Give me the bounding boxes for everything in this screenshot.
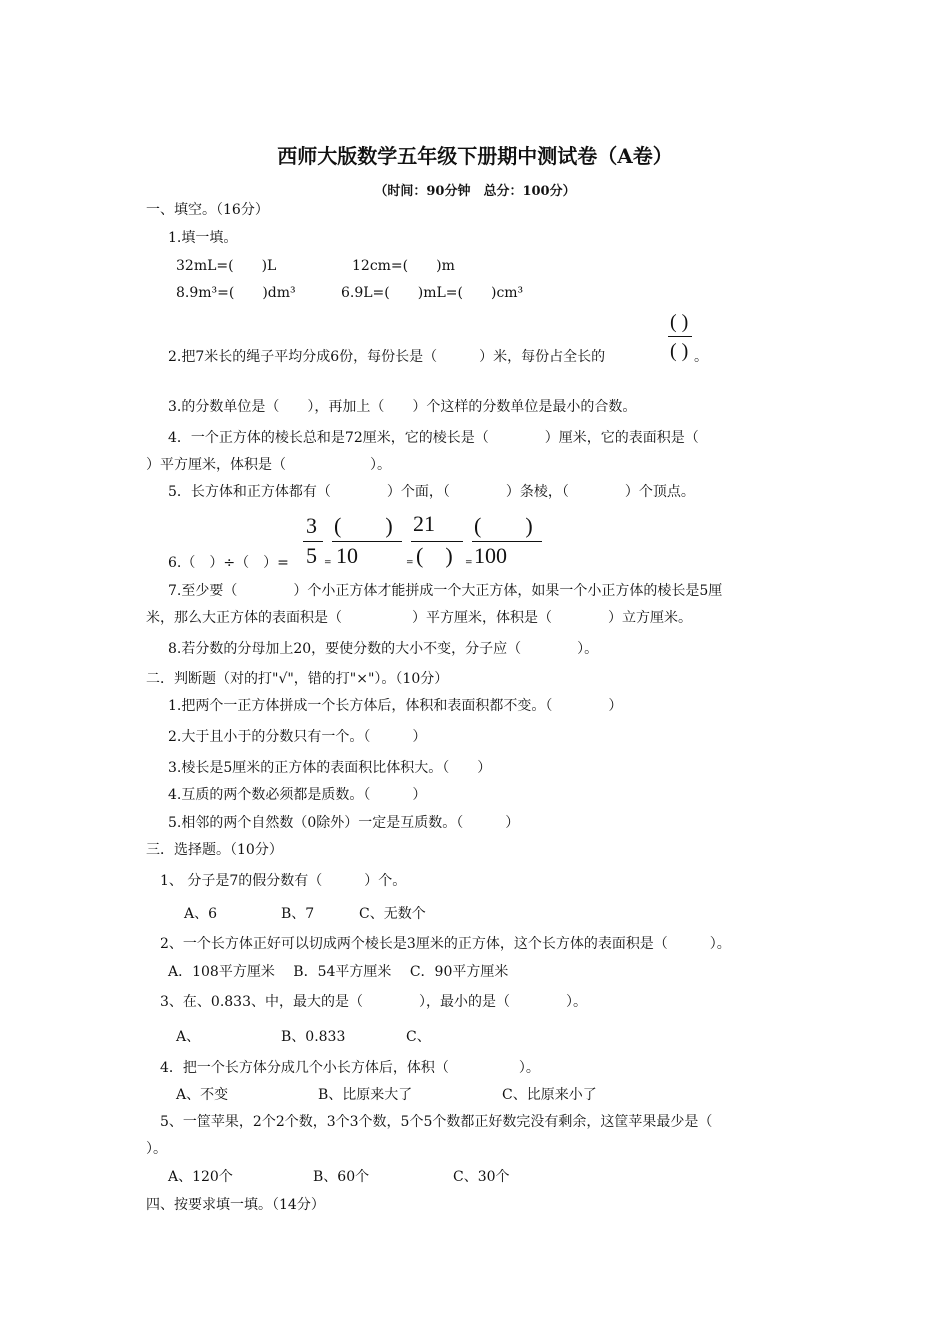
- judge-item-1: 1.把两个一正方体拼成一个长方体后，体积和表面积都不变。（ ）: [168, 698, 623, 714]
- choice-q5-c: C、30个: [453, 1169, 510, 1185]
- choice-q5-line2: ）。: [146, 1141, 167, 1157]
- choice-q3-b: B、0.833: [281, 1029, 346, 1045]
- q1-line2-a: 8.9m³=( )dm³: [176, 285, 296, 301]
- choice-q5-line1: 5、一筐苹果，2个2个数，3个3个数，5个5个数都正好数完没有剩余，这筐苹果最少是（: [160, 1114, 713, 1130]
- exam-info: （时间：90分钟 总分：100分）: [374, 184, 576, 199]
- q6-frac2-bar: [332, 541, 402, 542]
- choice-q4-b: B、比原来大了: [318, 1087, 413, 1103]
- section4-heading: 四、按要求填一填。（14分）: [146, 1197, 325, 1213]
- q7-line1: 7.至少要（ ）个小正方体才能拼成一个大正方体，如果一个小正方体的棱长是5厘: [168, 583, 723, 599]
- q6-frac1-numerator: 3: [306, 513, 317, 538]
- choice-q4-a: A、不变: [176, 1087, 229, 1103]
- q1-line1-a: 32mL=( )L: [176, 258, 277, 274]
- section1-heading: 一、填空。（16分）: [146, 202, 269, 218]
- q8-text: 8.若分数的分母加上20，要使分数的大小不变，分子应（ ）。: [168, 641, 599, 657]
- choice-q3: 3、在、0.833、中，最大的是（ ），最小的是（ ）。: [160, 994, 587, 1010]
- choice-q5-a: A、120个: [168, 1169, 233, 1185]
- q2-frac-numerator: ( ): [670, 311, 689, 333]
- q4-line1: 4．一个正方体的棱长总和是72厘米，它的棱长是（ ）厘米，它的表面积是（: [168, 430, 699, 446]
- q1-line2-b: 6.9L=( )mL=( )cm³: [341, 285, 524, 301]
- q6-frac1-denominator: 5: [306, 543, 317, 568]
- q2-frac-denominator: ( ): [670, 340, 689, 362]
- q6-frac4-numerator: ( ): [474, 513, 533, 538]
- choice-q2: 2、一个长方体正好可以切成两个棱长是3厘米的正方体，这个长方体的表面积是（ ）。: [160, 936, 731, 952]
- q6-frac3-numerator: 21: [413, 511, 435, 536]
- q4-line2: ）平方厘米，体积是（ ）。: [146, 457, 391, 473]
- q2-text: 2.把7米长的绳子平均分成6份，每份长是（ ）米，每份占全长的: [168, 349, 606, 365]
- q6-eq2: =: [406, 558, 414, 568]
- section3-heading: 三．选择题。（10分）: [146, 842, 283, 858]
- judge-item-5: 5.相邻的两个自然数（0除外）一定是互质数。（ ）: [168, 815, 520, 831]
- judge-item-2: 2.大于且小于的分数只有一个。（ ）: [168, 729, 427, 745]
- q6-frac4-denominator: 100: [474, 543, 507, 568]
- q6-frac3-denominator: ( ): [416, 543, 453, 568]
- choice-q3-c: C、: [406, 1029, 431, 1045]
- choice-q4-c: C、比原来小了: [502, 1087, 597, 1103]
- page-title: 西师大版数学五年级下册期中测试卷（A卷）: [277, 144, 673, 168]
- q5-text: 5．长方体和正方体都有（ ）个面，（ ）条棱，（ ）个顶点。: [168, 484, 695, 500]
- q1-label: 1.填一填。: [168, 230, 238, 246]
- q6-frac3-bar: [411, 541, 463, 542]
- choice-q1-c: C、无数个: [359, 906, 426, 922]
- judge-item-3: 3.棱长是5厘米的正方体的表面积比体积大。（ ）: [168, 760, 492, 776]
- q3-text: 3.的分数单位是（ ），再加上（ ）个这样的分数单位是最小的合数。: [168, 399, 637, 415]
- choice-q5-b: B、60个: [313, 1169, 370, 1185]
- choice-q2-options: A．108平方厘米 B．54平方厘米 C．90平方厘米: [168, 964, 509, 980]
- q6-eq3: =: [465, 558, 473, 568]
- judge-item-4: 4.互质的两个数必须都是质数。（ ）: [168, 787, 427, 803]
- q6-eq1: =: [324, 558, 332, 568]
- choice-q3-a: A、: [176, 1029, 201, 1045]
- q6-frac2-denominator: 10: [336, 543, 358, 568]
- choice-q1-a: A、6: [184, 906, 218, 922]
- q6-frac2-numerator: ( ): [334, 513, 393, 538]
- q6-frac4-bar: [472, 541, 542, 542]
- choice-q1-b: B、7: [281, 906, 315, 922]
- q2-end: 。: [694, 349, 708, 365]
- q2-fraction-bar: [668, 336, 692, 337]
- choice-q1: 1、 分子是7的假分数有（ ）个。: [160, 873, 407, 889]
- q6-prefix: 6.（ ）÷（ ）=: [168, 555, 289, 571]
- choice-q4: 4．把一个长方体分成几个小长方体后，体积（ ）。: [160, 1060, 540, 1076]
- q7-line2: 米，那么大正方体的表面积是（ ）平方厘米，体积是（ ）立方厘米。: [146, 610, 692, 626]
- section2-heading: 二．判断题（对的打"√"，错的打"×"）。（10分）: [146, 671, 449, 687]
- q1-line1-b: 12cm=( )m: [352, 258, 455, 274]
- q6-frac1-bar: [303, 541, 323, 542]
